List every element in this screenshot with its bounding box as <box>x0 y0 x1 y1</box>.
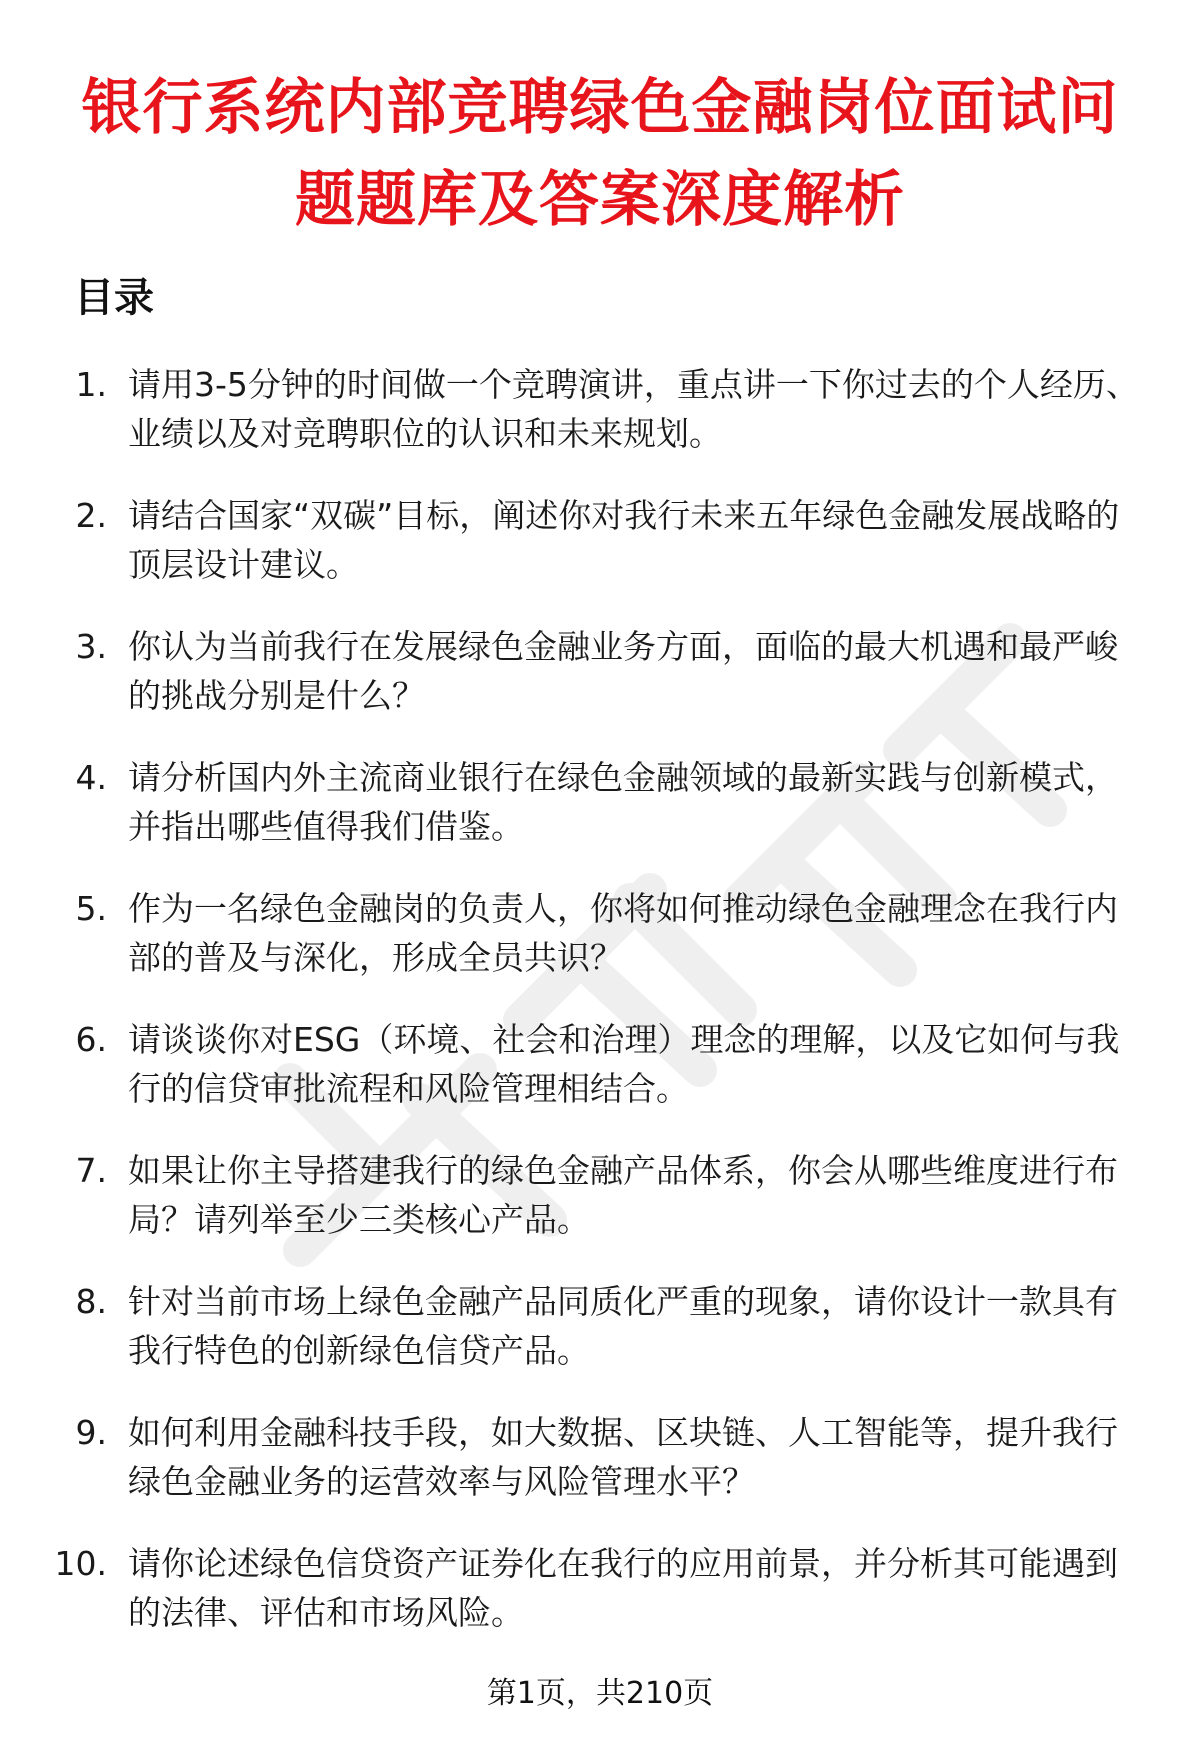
toc-item-number: 1. <box>75 365 107 404</box>
toc-item-text: 请用3-5分钟的时间做一个竞聘演讲，重点讲一下你过去的个人经历、业绩以及对竞聘职位的认识和未来规划。 <box>128 365 1139 453</box>
toc-heading: 目录 <box>74 275 154 321</box>
toc-item-text: 作为一名绿色金融岗的负责人，你将如何推动绿色金融理念在我行内部的普及与深化，形成全员共识？ <box>128 889 1118 977</box>
toc-item-number: 3. <box>75 627 107 666</box>
toc-item-7[interactable] <box>0 1146 1200 1277</box>
toc-item-text: 如何利用金融科技手段，如大数据、区块链、人工智能等，提升我行绿色金融业务的运营效率与风险管理水平？ <box>128 1413 1118 1501</box>
toc-item-text: 请谈谈你对ESG（环境、社会和治理）理念的理解，以及它如何与我行的信贷审批流程和风险管理相结合。 <box>128 1020 1120 1108</box>
toc-item-text: 如果让你主导搭建我行的绿色金融产品体系，你会从哪些维度进行布局？请列举至少三类核心产品。 <box>128 1151 1118 1239</box>
toc-item-text: 请你论述绿色信贷资产证券化在我行的应用前景，并分析其可能遇到的法律、评估和市场风险。 <box>128 1544 1118 1632</box>
document-title: 银行系统内部竞聘绿色金融岗位面试问题题库及答案深度解析 <box>81 73 1119 235</box>
toc-item-number: 7. <box>75 1151 107 1190</box>
toc-item-number: 10. <box>54 1544 107 1583</box>
toc-item-6[interactable] <box>0 1015 1200 1146</box>
toc-item-text: 你认为当前我行在发展绿色金融业务方面，面临的最大机遇和最严峻的挑战分别是什么？ <box>128 627 1118 715</box>
toc-item-1[interactable] <box>0 360 1200 491</box>
toc-item-number: 9. <box>75 1413 107 1452</box>
toc-item-number: 6. <box>75 1020 107 1059</box>
toc-item-2[interactable] <box>0 491 1200 622</box>
toc-item-text: 针对当前市场上绿色金融产品同质化严重的现象，请你设计一款具有我行特色的创新绿色信贷产品。 <box>128 1282 1118 1370</box>
toc-list <box>0 360 1200 1670</box>
toc-item-5[interactable] <box>0 884 1200 1015</box>
toc-item-text: 请分析国内外主流商业银行在绿色金融领域的最新实践与创新模式，并指出哪些值得我们借鉴。 <box>128 758 1118 846</box>
toc-item-number: 4. <box>75 758 107 797</box>
toc-item-9[interactable] <box>0 1408 1200 1539</box>
toc-item-number: 5. <box>75 889 107 928</box>
toc-item-text: 请结合国家“双碳”目标，阐述你对我行未来五年绿色金融发展战略的顶层设计建议。 <box>128 496 1120 584</box>
toc-item-3[interactable] <box>0 622 1200 753</box>
page-footer: 第1页，共210页 <box>486 1676 714 1711</box>
toc-item-4[interactable] <box>0 753 1200 884</box>
toc-item-number: 8. <box>75 1282 107 1321</box>
toc-item-number: 2. <box>75 496 107 535</box>
toc-item-10[interactable] <box>0 1539 1200 1670</box>
toc-item-8[interactable] <box>0 1277 1200 1408</box>
